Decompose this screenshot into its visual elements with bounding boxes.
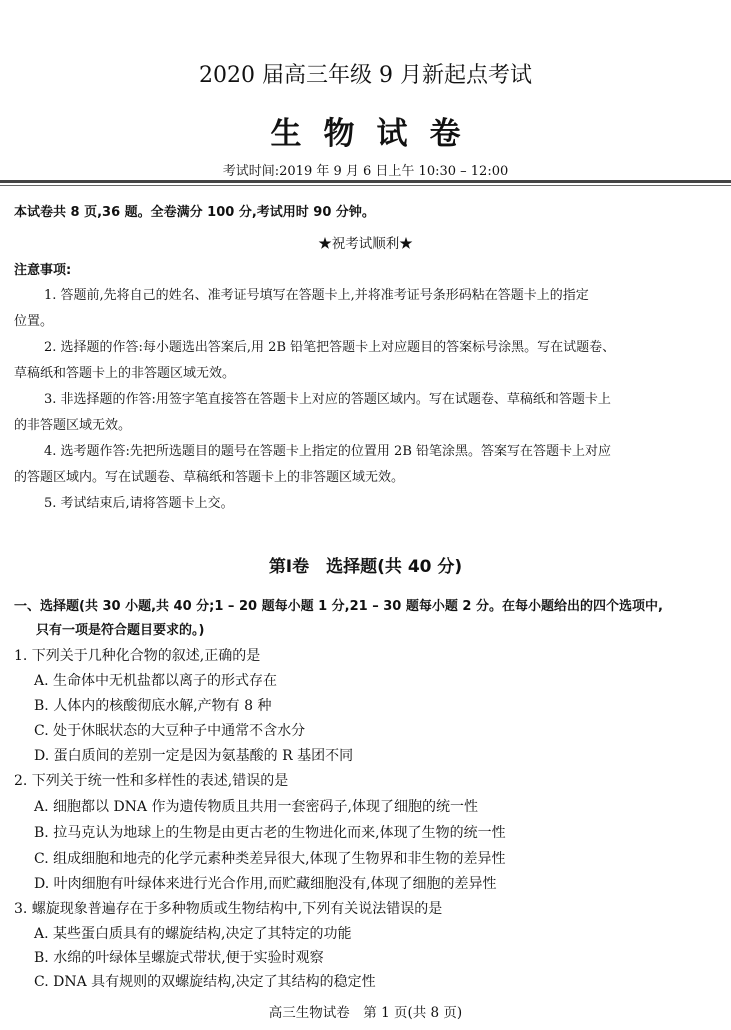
exam-time: 考试时间:2019 年 9 月 6 日上午 10:30 – 12:00 <box>222 164 509 179</box>
question-3-option-b: B. 水绵的叶绿体呈螺旋式带状,便于实验时观察 <box>34 950 324 966</box>
question-1-option-b: B. 人体内的核酸彻底水解,产物有 8 种 <box>34 698 272 714</box>
question-2-option-c: C. 组成细胞和地壳的化学元素种类差异很大,体现了生物界和非生物的差异性 <box>34 851 506 867</box>
question-1-stem: 1. 下列关于几种化合物的叙述,正确的是 <box>14 648 261 664</box>
question-1-option-d: D. 蛋白质间的差别一定是因为氨基酸的 R 基团不同 <box>34 748 354 764</box>
note-4-line-2: 的答题区域内。写在试题卷、草稿纸和答题卡上的非答题区域无效。 <box>14 470 405 485</box>
notes-heading: 注意事项: <box>14 263 72 278</box>
question-3-option-c: C. DNA 具有规则的双螺旋结构,决定了其结构的稳定性 <box>34 974 376 990</box>
question-1-option-c: C. 处于休眠状态的大豆种子中通常不含水分 <box>34 723 306 739</box>
question-2-stem: 2. 下列关于统一性和多样性的表述,错误的是 <box>14 773 289 789</box>
section-1-title: 第Ⅰ卷 选择题(共 40 分) <box>268 557 463 577</box>
page-footer: 高三生物试卷 第 1 页(共 8 页) <box>268 1005 463 1021</box>
header-rule-thin <box>0 185 731 186</box>
note-3-line-2: 的非答题区域无效。 <box>14 418 132 433</box>
question-3-stem: 3. 螺旋现象普遍存在于多种物质或生物结构中,下列有关说法错误的是 <box>14 901 443 917</box>
note-4-line-1: 4. 选考题作答:先把所选题目的题号在答题卡上指定的位置用 2B 铅笔涂黑。答案写在答题卡上对应 <box>44 444 612 459</box>
good-luck-line: ★祝考试顺利★ <box>318 236 413 252</box>
question-1-option-a: A. 生命体中无机盐都以离子的形式存在 <box>34 673 278 689</box>
section-instructions-line-2: 只有一项是符合题目要求的。) <box>36 623 205 638</box>
note-1-line-1: 1. 答题前,先将自己的姓名、准考证号填写在答题卡上,并将准考证号条形码粘在答题卡上的指定 <box>44 288 589 303</box>
header-rule-thick <box>0 180 731 183</box>
exam-title: 2020 届高三年级 9 月新起点考试 <box>199 63 532 88</box>
intro-line: 本试卷共 8 页,36 题。全卷满分 100 分,考试用时 90 分钟。 <box>14 205 375 220</box>
subject-title: 生物试卷 <box>270 116 483 152</box>
note-2-line-2: 草稿纸和答题卡上的非答题区域无效。 <box>14 366 236 381</box>
question-2-option-d: D. 叶肉细胞有叶绿体来进行光合作用,而贮藏细胞没有,体现了细胞的差异性 <box>34 876 497 892</box>
note-5: 5. 考试结束后,请将答题卡上交。 <box>44 496 234 511</box>
note-2-line-1: 2. 选择题的作答:每小题选出答案后,用 2B 铅笔把答题卡上对应题目的答案标号涂黑。写在试题卷、 <box>44 340 616 355</box>
note-1-line-2: 位置。 <box>14 314 54 329</box>
question-2-option-a: A. 细胞都以 DNA 作为遗传物质且共用一套密码子,体现了细胞的统一性 <box>34 799 478 815</box>
question-3-option-a: A. 某些蛋白质具有的螺旋结构,决定了其特定的功能 <box>34 926 352 942</box>
question-2-option-b: B. 拉马克认为地球上的生物是由更古老的生物进化而来,体现了生物的统一性 <box>34 825 506 841</box>
section-instructions-line-1: 一、选择题(共 30 小题,共 40 分;1 – 20 题每小题 1 分,21 – 30 题每小题 2 分。在每小题给出的四个选项中, <box>14 599 663 614</box>
note-3-line-1: 3. 非选择题的作答:用签字笔直接答在答题卡上对应的答题区域内。写在试题卷、草稿纸和答题卡上 <box>44 392 611 407</box>
